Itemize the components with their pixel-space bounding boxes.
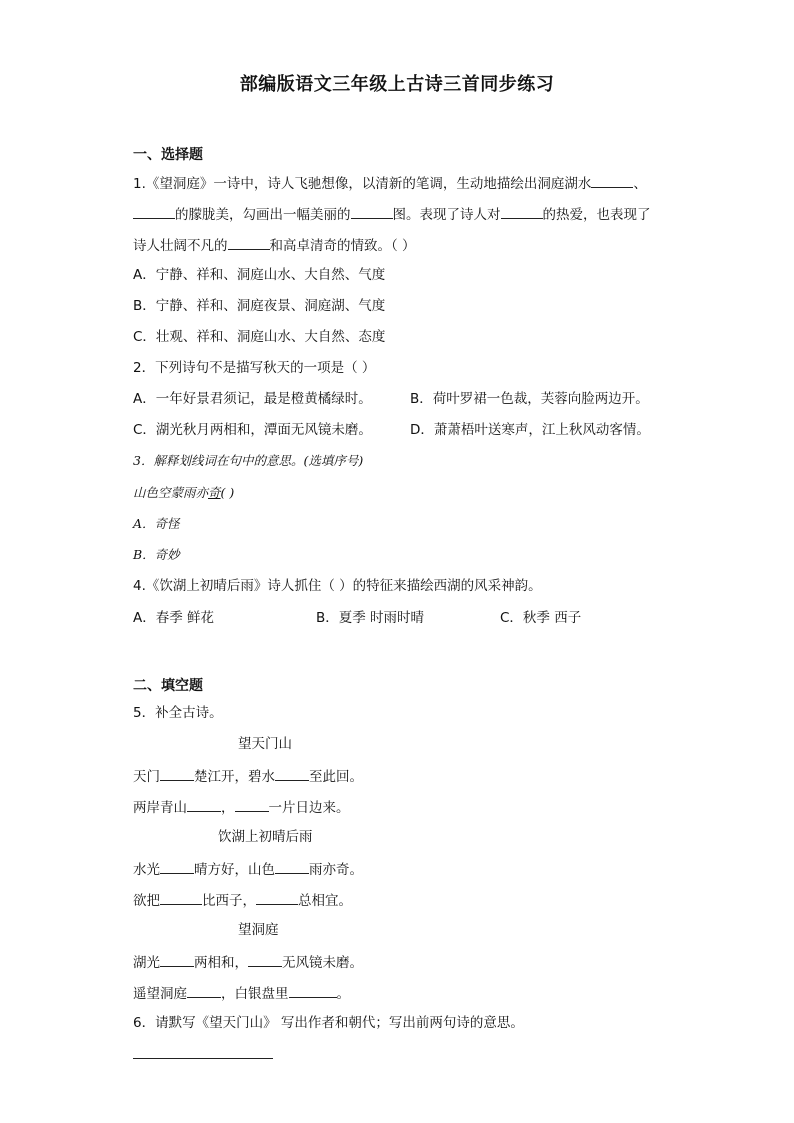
poem-text: 至此回。 (309, 769, 363, 785)
q4-stem: 4.《饮湖上初晴后雨》诗人抓住（ ）的特征来描绘西湖的风采神韵。 (133, 578, 542, 594)
q1-option-b[interactable]: B．宁静、祥和、洞庭夜景、洞庭湖、气度 (133, 298, 386, 314)
poem-text: 天门 (133, 769, 160, 785)
q3-sentence (133, 484, 234, 502)
q1-line3-text-b: 和高卓清奇的情致。（ ） (269, 238, 416, 254)
q1-option-a[interactable]: A．宁静、祥和、洞庭山水、大自然、气度 (133, 267, 386, 283)
answer-blank[interactable] (501, 204, 543, 219)
poem-text: 一片日边来。 (268, 800, 350, 816)
q6-answer-line[interactable] (133, 1058, 273, 1059)
section-heading-fill: 二、填空题 (133, 678, 203, 694)
q1-line2-text-c: 的热爱，也表现了 (542, 207, 651, 223)
answer-blank[interactable] (248, 952, 282, 967)
poem-text: 遥望洞庭 (133, 986, 187, 1002)
q1-line3 (133, 235, 416, 255)
answer-blank[interactable] (160, 952, 194, 967)
poem2-line2 (133, 890, 352, 910)
answer-blank[interactable] (275, 859, 309, 874)
q2-option-b[interactable]: B．荷叶罗裙一色裁，芙蓉向脸两边开。 (410, 391, 649, 407)
q4-option-a[interactable]: A．春季 鲜花 (133, 610, 215, 626)
q4-option-c[interactable]: C．秋季 西子 (500, 610, 582, 626)
q4-option-b[interactable]: B．夏季 时雨时晴 (316, 610, 425, 626)
q1-option-c[interactable]: C．壮观、祥和、洞庭山水、大自然、态度 (133, 329, 386, 345)
q3-option-b[interactable]: B．奇妙 (133, 547, 180, 562)
section-heading-choice: 一、选择题 (133, 147, 203, 163)
poem2-line1 (133, 859, 363, 879)
poem1-line1 (133, 766, 363, 786)
answer-blank[interactable] (160, 890, 202, 905)
q2-option-a[interactable]: A．一年好景君须记，最是橙黄橘绿时。 (133, 391, 372, 407)
answer-blank[interactable] (275, 766, 309, 781)
poem2-title: 饮湖上初晴后雨 (218, 829, 313, 845)
poem3-title: 望洞庭 (238, 922, 279, 938)
poem-text: 欲把 (133, 893, 160, 909)
q1-line1 (133, 173, 647, 193)
poem3-line2 (133, 983, 350, 1003)
poem1-title: 望天门山 (238, 736, 292, 752)
poem3-line1 (133, 952, 363, 972)
page-title: 部编版语文三年级上古诗三首同步练习 (239, 74, 555, 95)
poem-text: 无风镜未磨。 (282, 955, 363, 971)
q3-option-a[interactable]: A．奇怪 (133, 516, 180, 531)
poem-text: 水光 (133, 862, 160, 878)
poem-text: 。 (336, 986, 350, 1002)
q6-stem: 6．请默写《望天门山》 写出作者和朝代；写出前两句诗的意思。 (133, 1015, 524, 1031)
q1-line2 (133, 204, 651, 224)
poem-text: 楚江开，碧水 (194, 769, 275, 785)
q3-answer-paren[interactable]: ( ) (220, 485, 235, 500)
poem-text: 总相宜。 (298, 893, 352, 909)
q5-stem: 5．补全古诗。 (133, 705, 223, 721)
poem-text: 比西子， (202, 893, 256, 909)
q2-stem: 2．下列诗句不是描写秋天的一项是（ ） (133, 360, 376, 376)
poem-text: 晴方好，山色 (194, 862, 275, 878)
answer-blank[interactable] (160, 766, 194, 781)
answer-blank[interactable] (289, 983, 337, 998)
poem1-line2 (133, 797, 350, 817)
q2-option-d[interactable]: D．萧萧梧叶送寒声，江上秋风动客情。 (410, 422, 650, 438)
answer-blank[interactable] (235, 797, 269, 812)
answer-blank[interactable] (256, 890, 298, 905)
q1-line1-end: 、 (633, 176, 647, 192)
q3-underlined-word: 奇 (208, 485, 221, 500)
answer-blank[interactable] (187, 797, 221, 812)
q2-option-c[interactable]: C．湖光秋月两相和，潭面无风镜未磨。 (133, 422, 372, 438)
poem-text: 两相和， (194, 955, 248, 971)
answer-blank[interactable] (228, 235, 270, 250)
answer-blank[interactable] (133, 204, 175, 219)
poem-text: ， (221, 800, 235, 816)
q1-line1-text: 1.《望洞庭》一诗中，诗人飞驰想像，以清新的笔调，生动地描绘出洞庭湖水 (133, 176, 592, 192)
poem-text: 湖光 (133, 955, 160, 971)
answer-blank[interactable] (591, 173, 633, 188)
answer-blank[interactable] (187, 983, 221, 998)
poem-text: 两岸青山 (133, 800, 187, 816)
q3-sentence-text: 山色空蒙雨亦 (133, 485, 209, 500)
q1-line2-text-a: 的朦胧美，勾画出一幅美丽的 (175, 207, 351, 223)
poem-text: 雨亦奇。 (309, 862, 363, 878)
answer-blank[interactable] (160, 859, 194, 874)
answer-blank[interactable] (351, 204, 393, 219)
q1-line3-text-a: 诗人壮阔不凡的 (133, 238, 228, 254)
q3-stem: 3．解释划线词在句中的意思。(选填序号) (133, 453, 364, 468)
poem-text: ，白银盘里 (221, 986, 289, 1002)
q1-line2-text-b: 图。表现了诗人对 (392, 207, 501, 223)
